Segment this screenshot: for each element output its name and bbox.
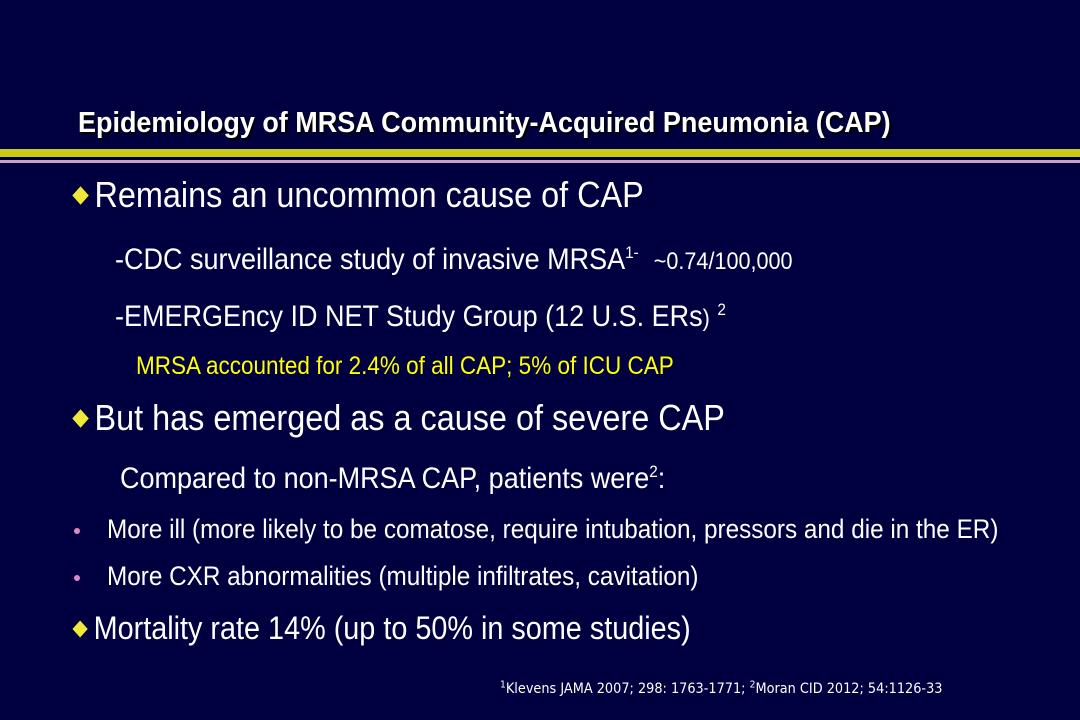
sub-point-text: -EMERGEncy ID NET Study Group (12 U.S. ERs xyxy=(115,300,703,333)
ref-superscript-2: 2 xyxy=(749,679,756,691)
title-divider-pink xyxy=(0,160,1080,163)
detail-more-ill: More ill (more likely to be comatose, require intubation, pressors and die in the ER) xyxy=(107,514,999,544)
sub-point-text: Compared to non-MRSA CAP, patients were xyxy=(120,462,650,495)
citation-superscript: 1- xyxy=(625,243,639,262)
diamond-bullet-icon xyxy=(72,621,87,638)
citation-superscript: 2 xyxy=(717,300,726,319)
sub-point-cdc-study xyxy=(115,243,793,277)
colon: : xyxy=(657,462,666,495)
sub-point-text: -CDC surveillance study of invasive MRSA xyxy=(115,243,626,276)
bullet-point-severe-cap xyxy=(72,397,725,439)
highlight-mrsa-percentages: MRSA accounted for 2.4% of all CAP; 5% of ICU CAP xyxy=(136,352,674,380)
slide-title: Epidemiology of MRSA Community-Acquired Pneumonia (CAP) xyxy=(78,107,891,139)
bullet-point-mortality xyxy=(72,610,691,647)
sub-point-emergency-id-net xyxy=(115,300,726,334)
bullet-text: But has emerged as a cause of severe CAP xyxy=(94,397,725,438)
diamond-bullet-icon xyxy=(72,186,89,204)
bullet-point-uncommon-cause xyxy=(72,174,644,216)
closing-paren: ) xyxy=(702,305,710,332)
citation-superscript: 2 xyxy=(649,462,658,481)
ref-text-2: Moran CID 2012; 54:1126-33 xyxy=(755,681,943,697)
detail-cxr-abnormalities: More CXR abnormalities (multiple infiltrates, cavitation) xyxy=(107,561,699,591)
incidence-value: ~0.74/100,000 xyxy=(653,248,793,275)
references-footnote xyxy=(500,681,942,697)
bullet-text: Mortality rate 14% (up to 50% in some studies) xyxy=(93,610,691,646)
ref-text-1: Klevens JAMA 2007; 298: 1763-1771; xyxy=(505,681,750,697)
bullet-text: Remains an uncommon cause of CAP xyxy=(94,174,644,215)
dot-bullet-icon xyxy=(74,528,80,534)
title-divider-yellow xyxy=(0,149,1080,157)
dot-bullet-icon xyxy=(74,575,80,581)
sub-point-compared xyxy=(120,462,665,496)
diamond-bullet-icon xyxy=(72,409,89,427)
ref-superscript-1: 1 xyxy=(500,679,506,691)
